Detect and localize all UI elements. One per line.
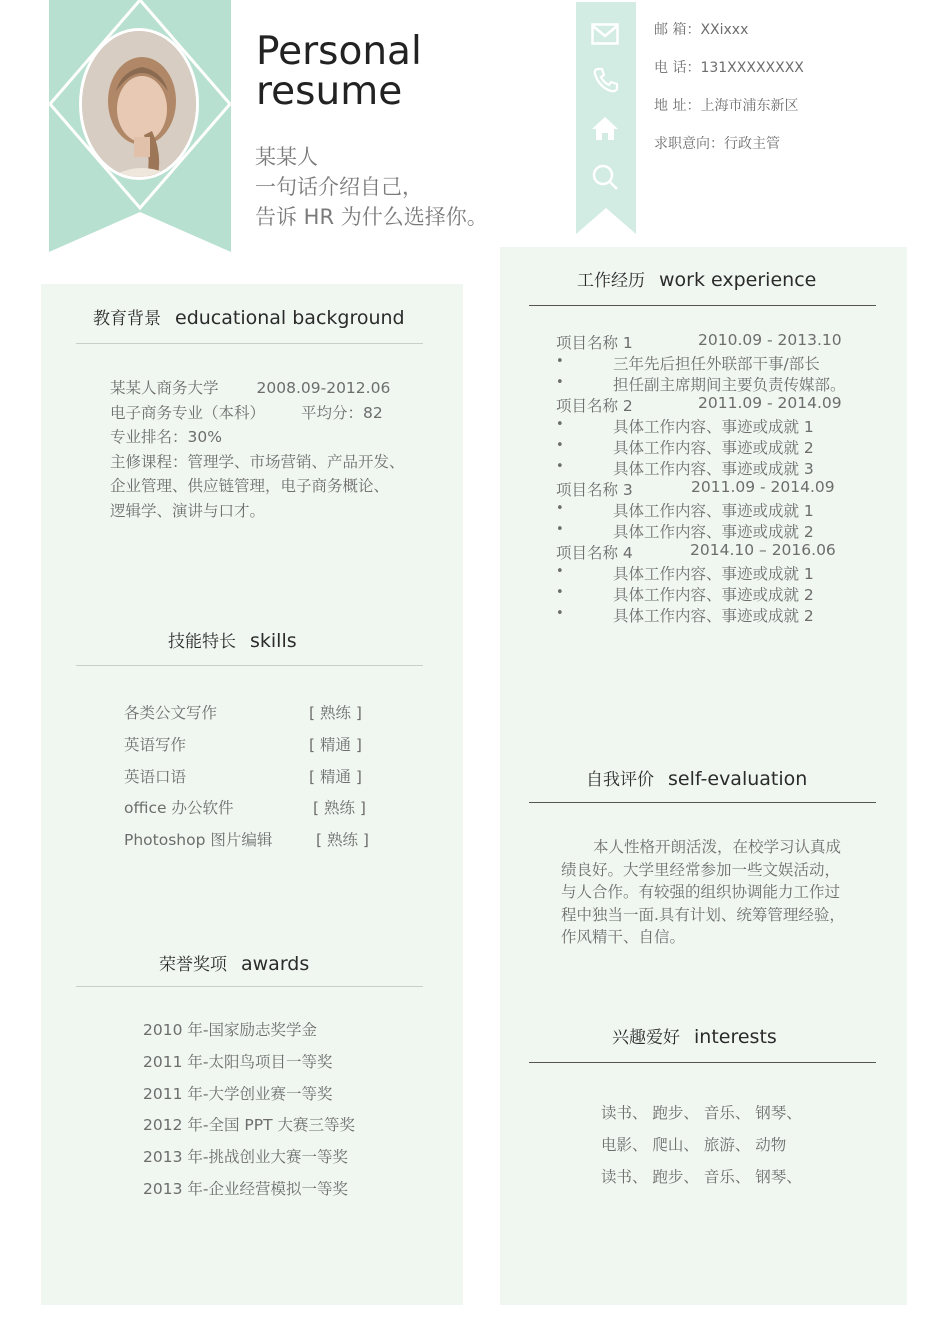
skill-level: [ 熟练 ] — [313, 799, 366, 817]
award-item: 2013 年-企业经营模拟一等奖 — [143, 1180, 348, 1198]
project-bullet: 具体工作内容、事迹或成就 2 — [613, 439, 814, 457]
skill-name: office 办公软件 — [124, 799, 234, 817]
project-bullet: 具体工作内容、事迹或成就 2 — [613, 523, 814, 541]
project-name: 项目名称 2 — [556, 397, 633, 415]
education-title-en: educational background — [175, 307, 405, 329]
education-details — [110, 376, 405, 523]
self-eval-divider — [529, 802, 876, 803]
contact-phone: 电 话：131XXXXXXXX — [654, 60, 804, 76]
education-title-cn: 教育背景 — [93, 309, 161, 329]
courses-line-3: 逻辑学、演讲与口才。 — [110, 501, 266, 520]
bullet-icon: • — [556, 459, 564, 474]
search-icon — [587, 159, 623, 195]
page-title — [256, 29, 422, 114]
self-eval-title-cn: 自我评价 — [586, 770, 654, 790]
project-period: 2010.09 - 2013.10 — [698, 331, 842, 349]
contact-objective: 求职意向：行政主管 — [654, 136, 780, 152]
interests-divider — [529, 1062, 876, 1063]
work-divider — [529, 305, 876, 306]
mail-icon — [587, 16, 623, 52]
project-bullet: 具体工作内容、事迹或成就 3 — [613, 460, 814, 478]
bullet-icon: • — [556, 522, 564, 537]
bullet-icon: • — [556, 501, 564, 516]
self-eval-line-3: 与人合作。有较强的组织协调能力工作过 — [561, 883, 841, 901]
education-divider — [76, 343, 423, 344]
awards-title-en: awards — [241, 953, 310, 975]
intro-line-1: 一句话介绍自己， — [255, 175, 423, 199]
project-bullet: 具体工作内容、事迹或成就 2 — [613, 586, 814, 604]
project-bullet: 具体工作内容、事迹或成就 2 — [613, 607, 814, 625]
interests-title — [612, 1023, 777, 1048]
skill-name: 英语口语 — [124, 768, 187, 786]
major: 电子商务专业（本科） — [110, 403, 266, 422]
interests-line-3: 读书、 跑步、 音乐、 钢琴、 — [601, 1168, 802, 1186]
award-item: 2013 年-挑战创业大赛一等奖 — [143, 1148, 348, 1166]
self-eval-title-en: self-evaluation — [668, 768, 808, 790]
name-label: 某某人 — [255, 145, 318, 169]
bullet-icon: • — [556, 585, 564, 600]
skills-title — [168, 627, 297, 652]
phone-icon — [587, 62, 623, 98]
award-item: 2010 年-国家励志奖学金 — [143, 1021, 317, 1039]
skills-title-en: skills — [250, 630, 297, 652]
skill-name: 英语写作 — [124, 736, 187, 754]
bullet-icon: • — [556, 375, 564, 390]
self-eval-text — [561, 836, 861, 949]
work-title-en: work experience — [659, 269, 817, 291]
work-title-cn: 工作经历 — [577, 271, 645, 291]
project-name: 项目名称 1 — [556, 334, 633, 352]
skill-level: [ 精通 ] — [309, 768, 362, 786]
project-bullet: 三年先后担任外联部干事/部长 — [613, 355, 820, 373]
self-eval-line-4: 程中独当一面.具有计划、统筹管理经验， — [561, 905, 845, 924]
project-name: 项目名称 4 — [556, 544, 633, 562]
skill-level: [ 熟练 ] — [316, 831, 369, 849]
skill-name: 各类公文写作 — [124, 704, 218, 722]
project-period: 2011.09 - 2014.09 — [691, 478, 835, 496]
courses-line-1: 主修课程：管理学、市场营销、产品开发、 — [110, 452, 405, 471]
award-item: 2011 年-太阳鸟项目一等奖 — [143, 1053, 333, 1071]
intro-block — [255, 142, 488, 232]
bullet-icon: • — [556, 564, 564, 579]
contact-list — [654, 19, 804, 171]
bullet-icon: • — [556, 438, 564, 453]
courses-line-2: 企业管理、供应链管理，电子商务概论、 — [110, 477, 390, 495]
self-eval-line-1: 本人性格开朗活泼，在校学习认真成 — [593, 838, 842, 856]
home-icon — [587, 110, 623, 146]
education-title — [93, 304, 405, 329]
skill-name: Photoshop 图片编辑 — [124, 831, 273, 849]
self-eval-line-2: 绩良好。大学里经常参加一些文娱活动， — [561, 860, 841, 879]
title-line-2: resume — [256, 69, 403, 114]
contact-address: 地 址：上海市浦东新区 — [654, 98, 799, 114]
project-period: 2014.10 – 2016.06 — [690, 541, 836, 559]
interests-line-1: 读书、 跑步、 音乐、 钢琴、 — [601, 1104, 802, 1122]
avatar — [79, 28, 199, 180]
award-item: 2011 年-大学创业赛一等奖 — [143, 1085, 333, 1103]
bullet-icon: • — [556, 354, 564, 369]
skills-title-cn: 技能特长 — [168, 632, 236, 652]
project-bullet: 具体工作内容、事迹或成就 1 — [613, 565, 814, 583]
project-bullet: 具体工作内容、事迹或成就 1 — [613, 418, 814, 436]
intro-line-2: 告诉 HR 为什么选择你。 — [255, 205, 488, 229]
project-name: 项目名称 3 — [556, 481, 633, 499]
school-name: 某某人商务大学 — [110, 379, 219, 397]
project-period: 2011.09 - 2014.09 — [698, 394, 842, 412]
gpa: 平均分：82 — [301, 403, 383, 422]
awards-divider — [76, 986, 423, 987]
skill-level: [ 熟练 ] — [309, 704, 362, 722]
skills-divider — [76, 665, 423, 666]
bullet-icon: • — [556, 606, 564, 621]
skill-level: [ 精通 ] — [309, 736, 362, 754]
contact-email: 邮 箱：XXixxx — [654, 22, 749, 38]
interests-line-2: 电影、 爬山、 旅游、 动物 — [601, 1136, 787, 1154]
title-line-1: Personal — [256, 29, 422, 74]
award-item: 2012 年-全国 PPT 大赛三等奖 — [143, 1116, 355, 1134]
interests-title-cn: 兴趣爱好 — [612, 1028, 680, 1048]
project-bullet: 担任副主席期间主要负责传媒部。 — [613, 376, 846, 394]
work-title — [577, 266, 816, 291]
interests-title-en: interests — [694, 1026, 777, 1048]
awards-title — [159, 950, 309, 975]
rank: 专业排名：30% — [110, 428, 222, 446]
school-period: 2008.09-2012.06 — [256, 379, 391, 397]
self-eval-title — [586, 765, 807, 790]
self-eval-line-5: 作风精干、自信。 — [561, 928, 686, 946]
bullet-icon: • — [556, 417, 564, 432]
awards-title-cn: 荣誉奖项 — [159, 955, 227, 975]
project-bullet: 具体工作内容、事迹或成就 1 — [613, 502, 814, 520]
